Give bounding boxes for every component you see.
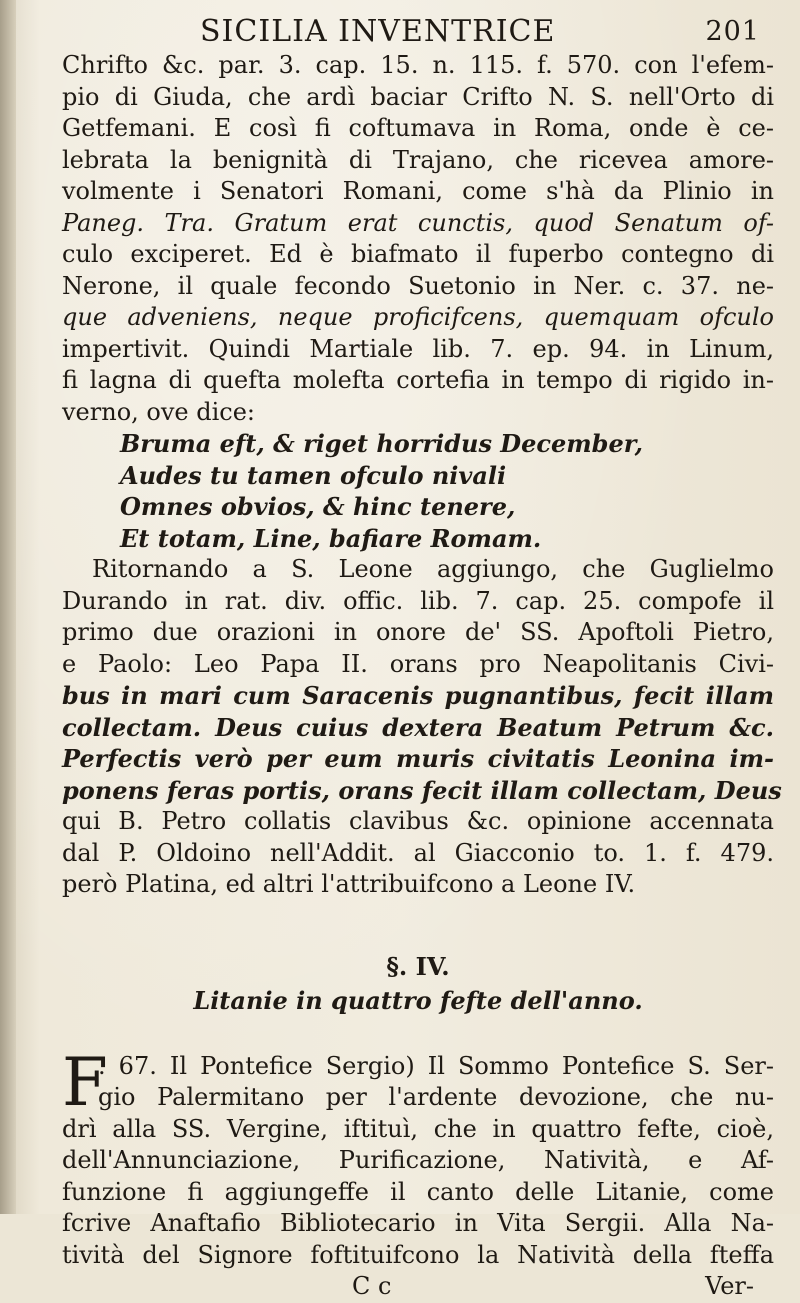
section-number: §. IV. <box>386 951 450 981</box>
page-number: 201 <box>705 16 760 47</box>
verse-line: Et totam, Line, bafiare Romam. <box>120 523 542 553</box>
text-line: tività del Signore foftituifcono la Natività della fteffa <box>62 1240 774 1269</box>
text-line: qui B. Petro collatis clavibus &c. opinione accennata <box>62 807 774 835</box>
text-line: volmente i Senatori Romani, come s'hà da Plinio in <box>62 177 774 205</box>
text-line: fi lagna di quefta molefta cortefia in tempo di rigido in- <box>62 366 774 394</box>
verse-line: Bruma eft, & riget horridus December, <box>120 429 643 458</box>
text-line: dell'Annunciazione, Purificazione, Natività, e Af- <box>62 1146 774 1174</box>
drop-cap: F <box>62 1043 108 1121</box>
body-text <box>62 50 782 1303</box>
text-line: que adveniens, neque proficifcens, quemquam ofculo <box>62 303 774 331</box>
text-line: Durando in rat. div. offic. lib. 7. cap. 25. compofe il <box>62 586 774 615</box>
text-line: culo exciperet. Ed è biafmato il fuperbo contegno di <box>62 240 774 268</box>
text-line: Nerone, il quale fecondo Suetonio in Ner. c. 37. ne- <box>62 271 774 300</box>
text-line: Perfectis verò per eum muris civitatis Leonina im- <box>62 744 774 773</box>
text-line: . 67. Il Pontefice Sergio) Il Sommo Pontefice S. Ser- <box>98 1051 774 1080</box>
text-line: impertivit. Quindi Martiale lib. 7. ep. 94. in Linum, <box>62 334 774 363</box>
signature-mark: C c <box>352 1272 392 1300</box>
text-line: drì alla SS. Vergine, iftituì, che in quattro fefte, cioè, <box>62 1114 774 1143</box>
text-line: funzione fi aggiungeffe il canto delle Litanie, come <box>62 1177 774 1206</box>
verse-line: Omnes obvios, & hinc tenere, <box>120 492 516 521</box>
text-line: Ritornando a S. Leone aggiungo, che Guglielmo <box>92 555 774 583</box>
text-line: ponens feras portis, orans fecit illam collectam, Deus <box>62 775 782 805</box>
text-line: collectam. Deus cuius dextera Beatum Petrum &c. <box>62 712 774 742</box>
text-line: bus in mari cum Saracenis pugnantibus, fecit illam <box>62 681 774 710</box>
running-title: SICILIA INVENTRICE <box>200 14 556 49</box>
text-line: però Platina, ed altri l'attribuifcono a Leone IV. <box>62 870 636 898</box>
text-line: pio di Giuda, che ardì baciar Crifto N. S. nell'Orto di <box>62 82 774 111</box>
text-line: verno, ove dice: <box>62 397 256 426</box>
text-line: e Paolo: Leo Papa II. orans pro Neapolitanis Civi- <box>62 649 774 678</box>
text-line: Paneg. Tra. Gratum erat cunctis, quod Senatum of- <box>62 208 774 237</box>
text-line: Getfemani. E così fi coftumava in Roma, onde è ce- <box>62 114 774 142</box>
text-line: Chrifto &c. par. 3. cap. 15. n. 115. f. 570. con l'efem- <box>62 51 774 79</box>
page-footer <box>62 1271 774 1303</box>
text-line: primo due orazioni in onore de' SS. Apoftoli Pietro, <box>62 618 774 646</box>
text-line: gio Palermitano per l'ardente devozione, che nu- <box>98 1083 774 1111</box>
section-title: Litanie in quattro fefte dell'anno. <box>193 985 643 1015</box>
text-line: fcrive Anaftafio Bibliotecario in Vita Sergii. Alla Na- <box>62 1209 774 1237</box>
page-header <box>200 14 760 54</box>
page-gutter-shadow <box>0 0 16 1214</box>
paragraph-with-drop-cap <box>62 1043 774 1272</box>
text-line: lebrata la benignità di Trajano, che ricevea amore- <box>62 145 774 174</box>
verse-line: Audes tu tamen ofculo nivali <box>120 460 507 490</box>
text-line: dal P. Oldoino nell'Addit. al Giacconio to. 1. f. 479. <box>62 838 774 867</box>
catchword: Ver- <box>705 1272 754 1300</box>
